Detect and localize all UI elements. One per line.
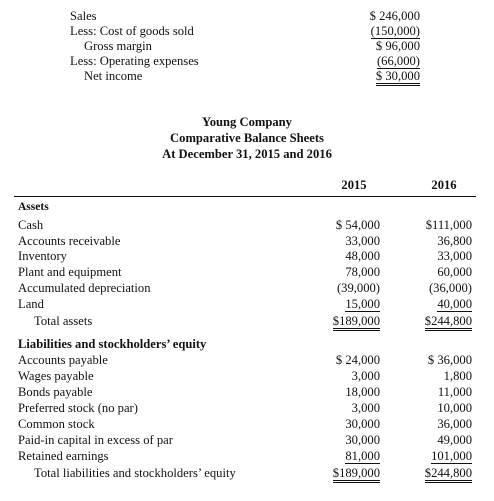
asset-value-2015: 78,000: [345, 265, 380, 279]
statement-date: At December 31, 2015 and 2016: [162, 147, 332, 161]
liability-label: Common stock: [18, 417, 95, 431]
asset-value-2016: 40,000: [437, 297, 472, 311]
liability-value-2016: 101,000: [431, 449, 472, 463]
liabilities-heading: Liabilities and stockholders’ equity: [18, 337, 207, 351]
column-header-2016: 2016: [431, 178, 457, 192]
liability-value-2016: 49,000: [437, 433, 472, 447]
asset-value-2016: 60,000: [437, 265, 472, 279]
asset-value-2015: $ 54,000: [335, 218, 380, 232]
liability-value-2015: 18,000: [345, 385, 380, 399]
liability-value-2015: 3,000: [351, 401, 380, 415]
cogs-label: Less: Cost of goods sold: [70, 24, 194, 38]
total-liabilities-2016: $244,800: [390, 466, 472, 481]
total-assets-2015: $189,000: [300, 314, 380, 329]
sales-value: $ 246,000: [369, 9, 420, 23]
liability-label: Bonds payable: [18, 385, 93, 399]
liability-value-2015: 81,000: [345, 449, 380, 463]
asset-label: Plant and equipment: [18, 265, 122, 279]
liability-label: Accounts payable: [18, 353, 108, 367]
asset-label: Inventory: [18, 249, 67, 263]
liability-value-2015: 30,000: [345, 433, 380, 447]
asset-value-2016: (36,000): [428, 281, 472, 295]
gross-margin-value: $ 96,000: [375, 39, 420, 53]
total-assets-2016: $244,800: [390, 314, 472, 329]
liability-label: Retained earnings: [18, 449, 109, 463]
asset-value-2015: (39,000): [336, 281, 380, 295]
liability-label: Paid-in capital in excess of par: [18, 433, 173, 447]
gross-margin-label: Gross margin: [84, 39, 152, 53]
liability-label: Preferred stock (no par): [18, 401, 138, 415]
asset-value-2016: 33,000: [437, 249, 472, 263]
total-assets-label: Total assets: [34, 314, 93, 328]
liability-value-2015: 3,000: [351, 369, 380, 383]
liability-value-2016: 11,000: [437, 385, 472, 399]
liability-label: Wages payable: [18, 369, 94, 383]
header-rule: [14, 196, 476, 197]
liability-value-2015: 30,000: [345, 417, 380, 431]
opex-label: Less: Operating expenses: [70, 54, 199, 68]
asset-value-2015: 15,000: [345, 297, 380, 311]
column-header-2015: 2015: [341, 178, 367, 192]
company-name: Young Company: [202, 115, 292, 129]
opex-value: (66,000): [376, 54, 420, 68]
total-liabilities-label: Total liabilities and stockholders’ equity: [34, 466, 236, 480]
liability-value-2015: $ 24,000: [335, 353, 380, 367]
assets-heading: Assets: [18, 201, 49, 213]
asset-label: Accumulated depreciation: [18, 281, 151, 295]
asset-value-2015: 48,000: [345, 249, 380, 263]
net-income-value: $ 30,000: [340, 69, 420, 84]
asset-label: Land: [18, 297, 44, 311]
liability-value-2016: 10,000: [437, 401, 472, 415]
cogs-value: (150,000): [370, 24, 420, 38]
asset-label: Accounts receivable: [18, 234, 121, 248]
liability-value-2016: 1,800: [443, 369, 472, 383]
total-liabilities-2015: $189,000: [300, 466, 380, 481]
asset-value-2015: 33,000: [345, 234, 380, 248]
sales-label: Sales: [70, 9, 97, 23]
net-income-label: Net income: [84, 69, 143, 83]
asset-value-2016: $111,000: [425, 218, 472, 232]
asset-value-2016: 36,800: [437, 234, 472, 248]
liability-value-2016: $ 36,000: [427, 353, 472, 367]
asset-label: Cash: [18, 218, 44, 232]
statement-title: Comparative Balance Sheets: [170, 131, 324, 145]
liability-value-2016: 36,000: [437, 417, 472, 431]
